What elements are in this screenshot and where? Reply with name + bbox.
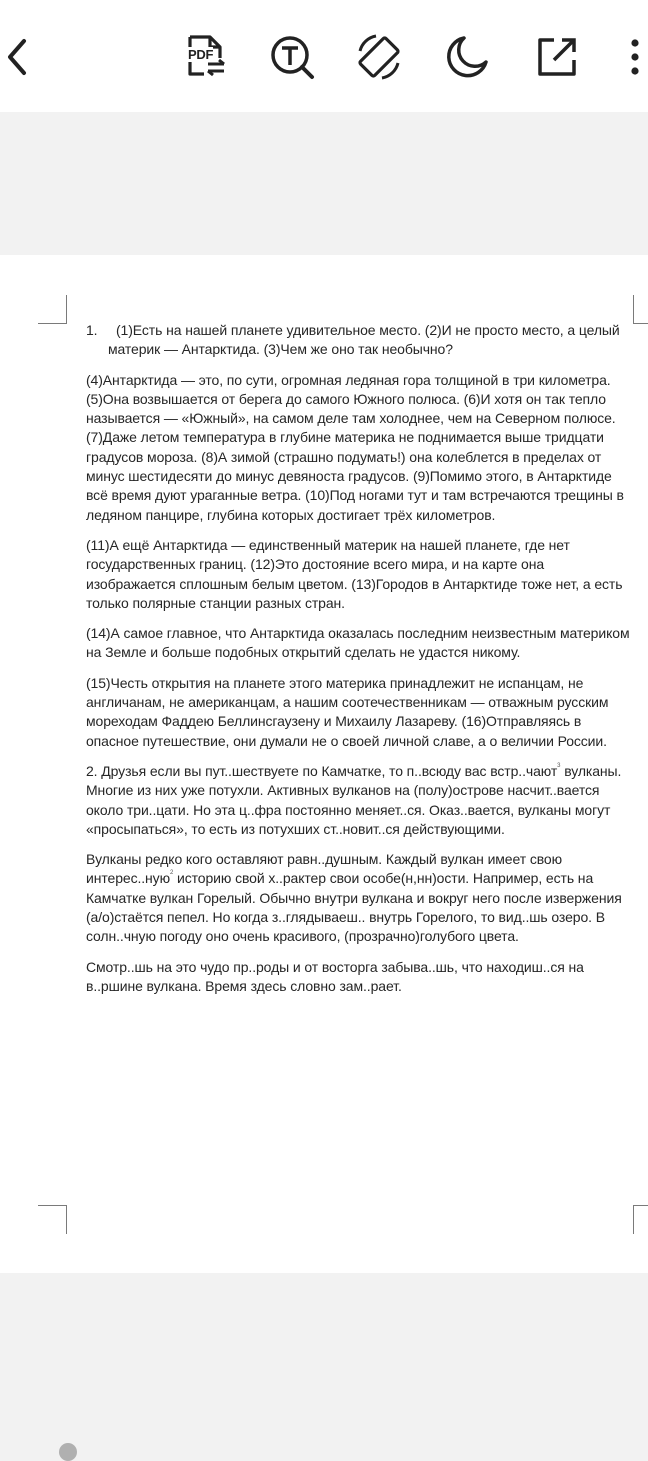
task-2-text-c: Вулканы редко кого оставляют равн..душным. Каждый вулкан имеет свою интерес..ную: [86, 851, 562, 887]
crop-mark-top-left: [38, 295, 67, 324]
pdf-label: PDF: [188, 47, 214, 62]
open-external-icon[interactable]: [536, 36, 578, 78]
crop-mark-bottom-left: [38, 1205, 67, 1234]
task-2-paragraph-2: [86, 850, 631, 946]
numbered-item: [86, 321, 631, 360]
task-2-paragraph-3: Смотр..шь на это чудо пр..роды и от восторга забыва..шь, что находиш..ся на в..ршине вулкана. Время здесь словно зам..рает.: [86, 958, 584, 994]
document-page: [0, 255, 648, 1273]
moon-icon[interactable]: [444, 34, 490, 80]
item-number: 1.: [86, 322, 98, 338]
paragraph-4-10: (4)Антарктида — это, по сути, огромная ледяная гора толщиной в три километра. (5)Она возвышается от берега до самого Южного полюса. (6)И хотя он так тепло называется — «Южный», на самом деле там холоднее, чем на Северном полюсе. (7)Даже летом температура в глубине материка не поднимается выше тридцати градусов мороза. (8)А зимой (страшно подумать!) она колеблется в пределах от минус шестидесяти до минус девяноста градусов. (9)Помимо этого, в Антарктиде всё время дуют ураганные ветра. (10)Под ногами тут и там встречаются трещины в ледяном панцире, глубина которых достигает трёх километров.: [86, 371, 624, 523]
chevron-left-icon[interactable]: [4, 38, 32, 76]
footnote-mark: 3: [557, 762, 561, 769]
text-search-icon[interactable]: [268, 34, 316, 80]
paragraph-14: (14)А самое главное, что Антарктида оказалась последним неизвестным материком на Земле и больше подобных открытий сделать не удастся никому.: [86, 625, 630, 661]
crop-mark-top-right: [633, 295, 648, 324]
rotate-screen-icon[interactable]: [354, 33, 404, 81]
task-2-text-a: 2. Друзья если вы пут..шествуете по Камчатке, то п..всюду вас встр..чают: [86, 762, 558, 779]
task-2-text-b: вулканы. Многие из них уже потухли. Активных вулканов на (полу)острове насчит..вается около три..цати. Но эта ц..фра постоянно меняет..ся. Оказ..вается, вулканы могут «просыпаться», то есть из потухших ст..новит..ся действующими.: [86, 762, 622, 837]
document-text: [86, 321, 631, 1007]
item-text: (1)Есть на нашей планете удивительное место. (2)И не просто место, а целый материк — Антарктида. (3)Чем же оно так необычно?: [108, 322, 620, 358]
viewer-background: [0, 112, 648, 255]
top-toolbar: [0, 0, 648, 112]
paragraph-11-13: (11)А ещё Антарктида — единственный материк на нашей планете, где нет государственных границ. (12)Это достояние всего мира, и на карте она изображается сплошным белым цветом. (13)Городов в Антарктиде тоже нет, а есть только полярные станции разных стран.: [86, 536, 623, 611]
more-vertical-icon[interactable]: [628, 38, 642, 76]
paragraph-15-16: (15)Честь открытия на планете этого материка принадлежит не испанцам, не англичанам, не американцам, а нашим соотечественникам — отважным русским мореходам Фаддею Беллинсгаузену и Михаилу Лазареву. (16)Отправляясь в опасное путешествие, они думали не о своей личной славе, а о величии России.: [86, 674, 609, 749]
scroll-handle[interactable]: [59, 1443, 77, 1461]
task-2-text-d: историю свой х..рактер свои особе(н,нн)ости. Например, есть на Камчатке вулкан Горелый. Обычно внутри вулкана и вокруг него после извержения (а/о)стаётся пепел. Но когда з..глядываеш.. внутрь Горелого, то вид..шь озеро. В солн..чную погоду оно очень красивого, (прозрачно)голубого цвета.: [86, 870, 622, 945]
crop-mark-bottom-right: [633, 1205, 648, 1234]
footnote-mark: 2: [169, 870, 174, 877]
task-2-paragraph-1: [86, 762, 631, 839]
